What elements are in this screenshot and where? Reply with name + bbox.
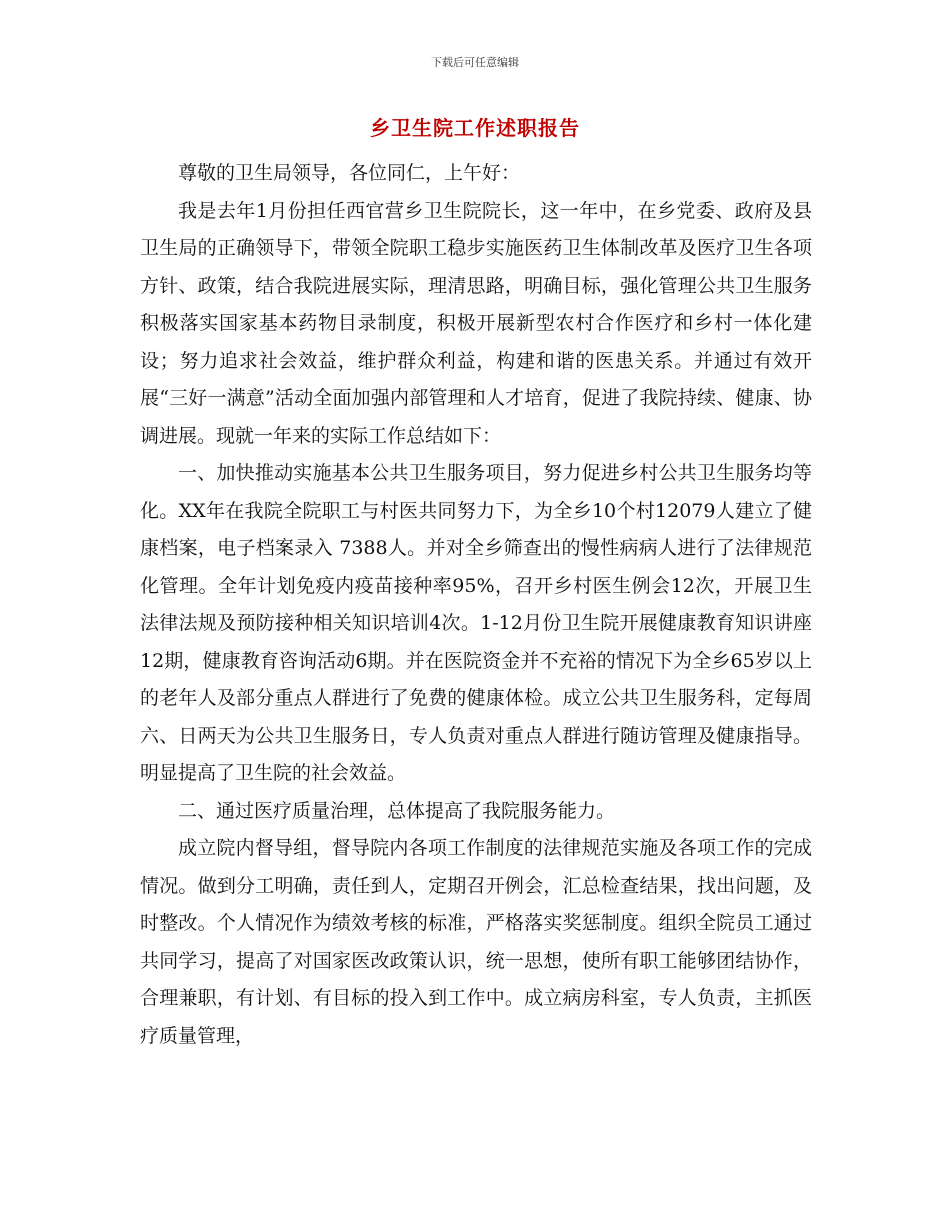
document-body bbox=[140, 155, 812, 1055]
paragraph-section-2-body: 成立院内督导组，督导院内各项工作制度的法律规范实施及各项工作的完成情况。做到分工明确，责任到人，定期召开例会，汇总检查结果，找出问题，及时整改。个人情况作为绩效考核的标准，严格落实奖惩制度。组织全院员工通过共同学习，提高了对国家医改政策认识，统一思想，使所有职工能够团结协作，合理兼职，有计划、有目标的投入到工作中。成立病房科室，专人负责，主抓医疗质量管理， bbox=[140, 837, 812, 1047]
paragraph-section-2-heading: 二、通过医疗质量治理，总体提高了我院服务能力。 bbox=[178, 799, 616, 822]
paragraph-greeting: 尊敬的卫生局领导，各位同仁，上午好： bbox=[178, 162, 521, 184]
paragraph-section-1: 一、加快推动实施基本公共卫生服务项目，努力促进乡村公共卫生服务均等化。XX年在我院全院职工与村医共同努力下，为全乡10个村12079人建立了健康档案，电子档案录入 7388人。并对全乡筛查出的慢性病病人进行了法律规范化管理。全年计划免疫内疫苗接种率95%，召开乡村医生例会12次，开展卫生法律法规及预防接种相关知识培训4次。1-12月份卫生院开展健康教育知识讲座12期，健康教育咨询活动6期。并在医院资金并不充裕的情况下为全乡65岁以上的老年人及部分重点人群进行了免费的健康体检。成立公共卫生服务科，定每周六、日两天为公共卫生服务日，专人负责对重点人群进行随访管理及健康指导。明显提高了卫生院的社会效益。 bbox=[140, 462, 812, 784]
document-title: 乡卫生院工作述职报告 bbox=[370, 116, 580, 140]
header-note: 下载后可任意编辑 bbox=[431, 56, 519, 69]
paragraph-intro: 我是去年1月份担任西官营乡卫生院院长，这一年中，在乡党委、政府及县卫生局的正确领导下，带领全院职工稳步实施医药卫生体制改革及医疗卫生各项方针、政策，结合我院进展实际，理清思路，明确目标，强化管理公共卫生服务积极落实国家基本药物目录制度，积极开展新型农村合作医疗和乡村一体化建设；努力追求社会效益，维护群众利益，构建和谐的医患关系。并通过有效开展“三好一满意”活动全面加强内部管理和人才培育，促进了我院持续、健康、协调进展。现就一年来的实际工作总结如下： bbox=[140, 199, 812, 447]
